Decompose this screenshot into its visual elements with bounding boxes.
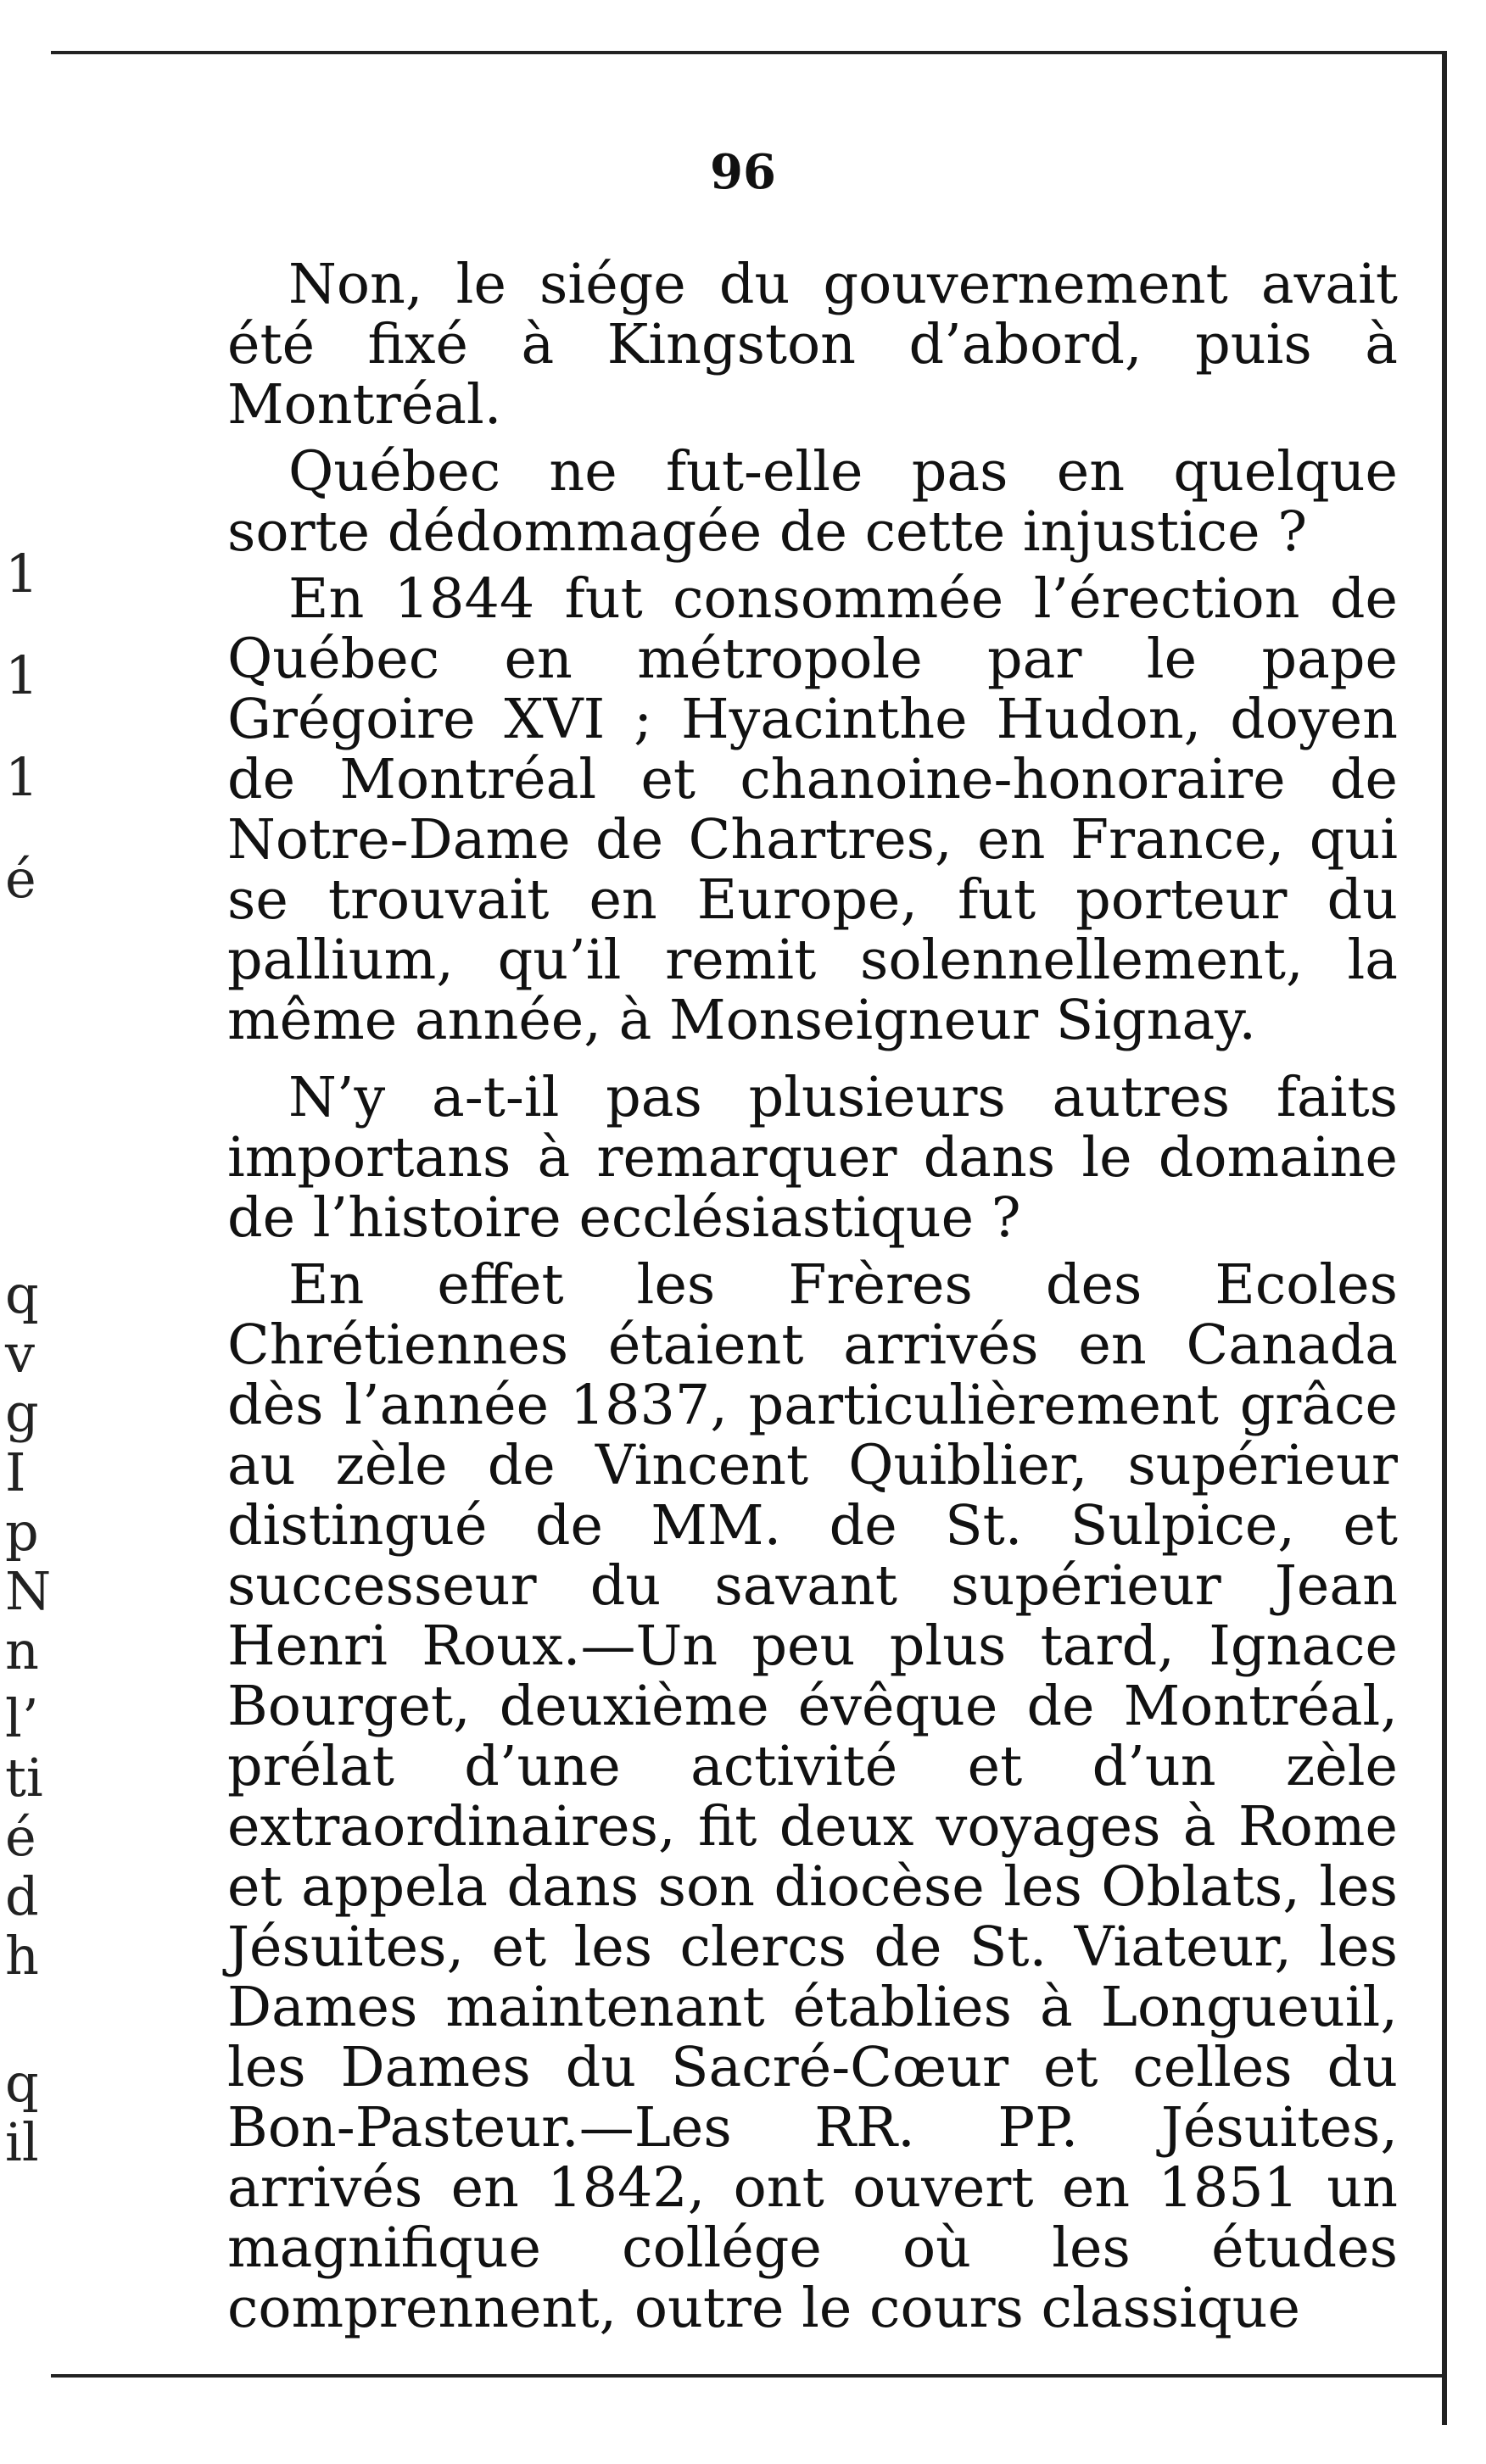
page-bottom-edge bbox=[51, 2374, 1442, 2378]
facing-page-fragment: l’ bbox=[5, 1687, 39, 1749]
facing-page-fragment: q bbox=[5, 1263, 39, 1325]
facing-page-fragment: é bbox=[5, 1806, 36, 1868]
facing-page-fragment: ti bbox=[5, 1747, 43, 1809]
paragraph: En effet les Frères des Ecoles Chrétiennes étaient arrivés en Canada dès l’année 1837, particulièrement grâce au zèle de Vincent Quiblier, supérieur distingué de MM. de St. Sulpice, et successeur du savant supérieur Jean Henri Roux.—Un peu plus tard, Ignace Bourget, deuxième évêque de Montréal, prélat d’une activité et d’un zèle extraordinaires, fit deux voyages à Rome et appela dans son diocèse les Oblats, les Jésuites, et les clercs de St. Viateur, les Dames maintenant établies à Longueuil, les Dames du Sacré-Cœur et celles du Bon-Pasteur.—Les RR. PP. Jésuites, arrivés en 1842, ont ouvert en 1851 un magnifique collége où les études comprennent, outre le cours classique bbox=[227, 1253, 1398, 2340]
page-right-edge bbox=[1442, 51, 1447, 2425]
facing-page-fragment: I bbox=[5, 1441, 26, 1503]
facing-page-fragment: v bbox=[5, 1323, 36, 1385]
facing-page-fragment: 1 bbox=[5, 644, 39, 706]
facing-page-fragment: 1 bbox=[5, 543, 39, 605]
paragraph-question: Québec ne fut-elle pas en quelque sorte dédommagée de cette injustice ? bbox=[227, 440, 1398, 564]
paragraph: Non, le siége du gouvernement avait été fixé à Kingston d’abord, puis à Montréal. bbox=[227, 253, 1398, 437]
facing-page-fragment: 1 bbox=[5, 746, 39, 808]
page-top-edge bbox=[51, 51, 1442, 54]
facing-page-fragment: é bbox=[5, 848, 36, 910]
facing-page-fragment: N bbox=[5, 1560, 52, 1622]
page-number: 96 bbox=[710, 144, 776, 200]
page-body bbox=[227, 254, 1398, 2355]
facing-page-fragment: il bbox=[5, 2111, 39, 2173]
paragraph: En 1844 fut consommée l’érection de Québec en métropole par le pape Grégoire XVI ; Hyacinthe Hudon, doyen de Montréal et chanoine-honoraire de Notre-Dame de Chartres, en France, qui se trouvait en Europe, fut porteur du pallium, qu’il remit solennellement, la même année, à Monseigneur Signay. bbox=[227, 567, 1398, 1052]
facing-page-bleed bbox=[0, 0, 59, 2464]
facing-page-fragment: g bbox=[5, 1382, 39, 1444]
facing-page-fragment: n bbox=[5, 1619, 39, 1681]
facing-page-fragment: p bbox=[5, 1501, 39, 1563]
facing-page-fragment: d bbox=[5, 1865, 39, 1927]
facing-page-fragment: h bbox=[5, 1925, 39, 1987]
paragraph-question: N’y a-t-il pas plusieurs autres faits importans à remarquer dans le domaine de l’histoire ecclésiastique ? bbox=[227, 1066, 1398, 1250]
facing-page-fragment: q bbox=[5, 2052, 39, 2114]
